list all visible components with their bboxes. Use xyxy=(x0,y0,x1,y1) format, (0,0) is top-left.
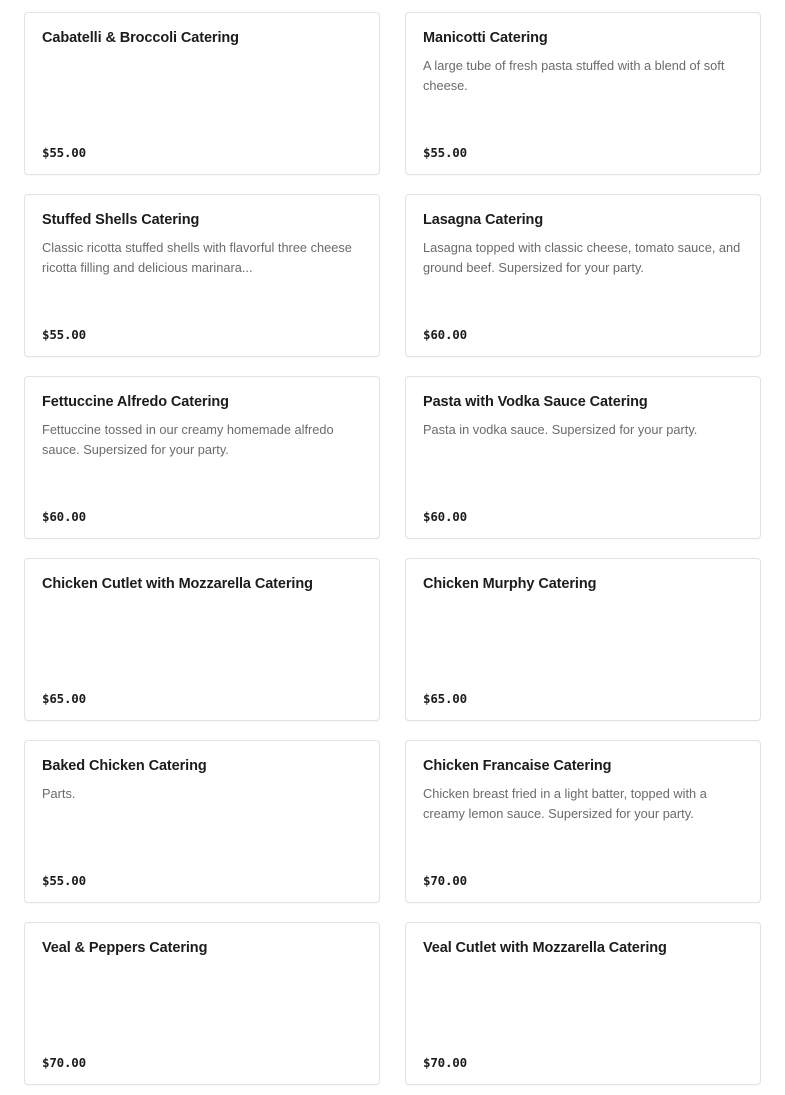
menu-item-card[interactable] xyxy=(24,194,380,357)
menu-item-description: Parts. xyxy=(42,786,76,802)
menu-item-card[interactable] xyxy=(24,376,380,539)
menu-item-price: $70.00 xyxy=(423,1055,467,1070)
menu-item-description: Chicken breast fried in a light batter, topped with a creamy lemon sauce. Supersized for your party. xyxy=(423,786,707,821)
menu-item-price: $65.00 xyxy=(423,691,467,706)
menu-item-title: Lasagna Catering xyxy=(423,212,544,228)
menu-item-card[interactable] xyxy=(24,740,380,903)
menu-item-card[interactable] xyxy=(24,922,380,1085)
menu-item-card[interactable] xyxy=(405,558,761,721)
menu-item-title: Stuffed Shells Catering xyxy=(42,212,200,228)
menu-item-description: Lasagna topped with classic cheese, tomato sauce, and ground beef. Supersized for your party. xyxy=(423,240,741,275)
menu-item-price: $60.00 xyxy=(423,327,467,342)
menu-item-title: Veal & Peppers Catering xyxy=(42,940,208,956)
menu-item-price: $60.00 xyxy=(42,509,86,524)
menu-item-price: $55.00 xyxy=(42,873,86,888)
menu-item-card[interactable] xyxy=(24,12,380,175)
menu-item-price: $70.00 xyxy=(42,1055,86,1070)
menu-item-title: Baked Chicken Catering xyxy=(42,758,207,774)
menu-item-card[interactable] xyxy=(405,922,761,1085)
menu-item-title: Manicotti Catering xyxy=(423,30,548,46)
menu-item-card[interactable] xyxy=(405,376,761,539)
menu-item-title: Pasta with Vodka Sauce Catering xyxy=(423,394,648,410)
menu-item-price: $55.00 xyxy=(42,145,86,160)
menu-item-card[interactable] xyxy=(405,12,761,175)
menu-item-price: $60.00 xyxy=(423,509,467,524)
menu-item-price: $70.00 xyxy=(423,873,467,888)
menu-item-title: Fettuccine Alfredo Catering xyxy=(42,394,229,410)
menu-item-title: Chicken Murphy Catering xyxy=(423,576,597,592)
menu-item-description: Classic ricotta stuffed shells with flavorful three cheese ricotta filling and delicious marinara... xyxy=(42,240,352,275)
menu-item-card[interactable] xyxy=(405,194,761,357)
menu-item-title: Veal Cutlet with Mozzarella Catering xyxy=(423,940,667,956)
menu-item-title: Cabatelli & Broccoli Catering xyxy=(42,30,239,46)
menu-item-price: $65.00 xyxy=(42,691,86,706)
menu-item-description: Pasta in vodka sauce. Supersized for your party. xyxy=(423,422,698,438)
menu-item-description: A large tube of fresh pasta stuffed with a blend of soft cheese. xyxy=(423,58,725,93)
menu-item-price: $55.00 xyxy=(42,327,86,342)
menu-item-title: Chicken Cutlet with Mozzarella Catering xyxy=(42,576,313,592)
menu-item-price: $55.00 xyxy=(423,145,467,160)
menu-item-title: Chicken Francaise Catering xyxy=(423,758,612,774)
menu-item-card[interactable] xyxy=(24,558,380,721)
menu-item-description: Fettuccine tossed in our creamy homemade alfredo sauce. Supersized for your party. xyxy=(42,422,334,457)
menu-item-card[interactable] xyxy=(405,740,761,903)
